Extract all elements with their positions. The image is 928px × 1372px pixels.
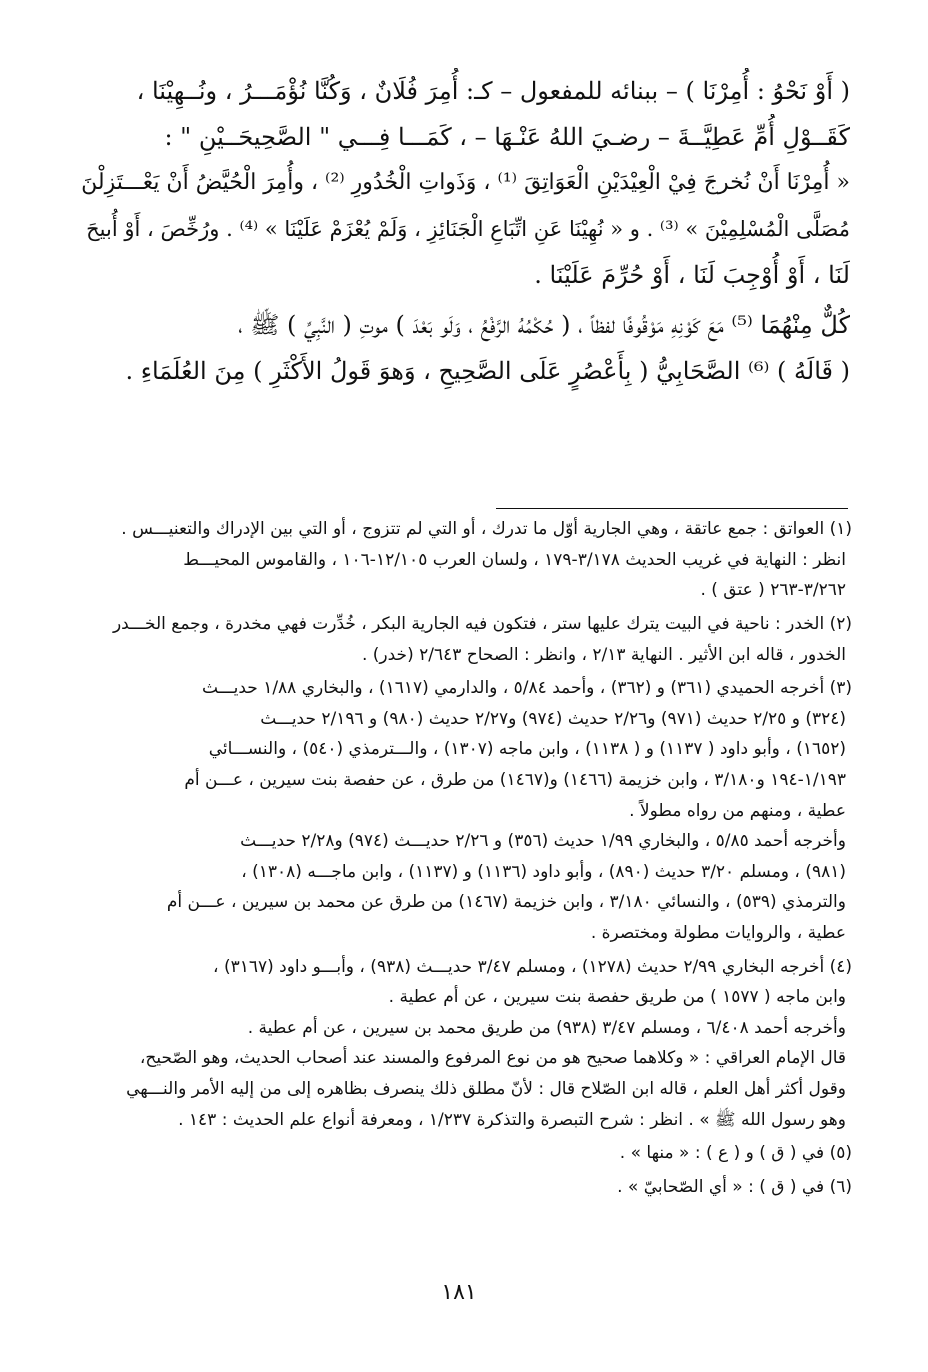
main-text-line: ( أَوْ نَحْوُ : أُمِرْنَا ) – ببنائه للمفعول – كـ: أُمِرَ فُلَانٌ ، وَكُنَّا نُؤْمَـــرُ ، ونُــهِيْنَا ، <box>136 77 850 105</box>
footnotes-block <box>76 514 852 1202</box>
footnote-line: قال الإمام العراقي : « وكلاهما صحيح هو من نوع المرفوع والمسند عند أصحاب الحديث، وهو الصّحيح، <box>139 1048 846 1069</box>
main-text-line: مُصَلَّى الْمُسْلِمِيْنَ » ⁽³⁾ . و « نُهِيْنَا عَنِ اتِّبَاعِ الْجَنَائِزِ ، وَلَمْ يُعْزَمْ عَلَيْنَا » ⁽⁴⁾ . ورُخِّصَ ، أَوْ أُبيحَ <box>86 216 850 241</box>
main-text-line: كَقَــوْلِ أُمِّ عَطِيَّــةَ – رضـيَ اللهُ عَنْـهَا – ، كَمَـــا فِـــي " الصَّحِيحَــيْنِ " : <box>164 123 850 151</box>
footnote-line: وقول أكثر أهل العلم ، قاله ابن الصّلاح قال : لأنّ مطلق ذلك ينصرف بظاهره إلى من إليه الأمر والنـــهي <box>126 1078 846 1099</box>
footnote-line: (٩٨١) ، ومسلم ٣/٢٠ حديث (٨٩٠) ، وأبو داود (١١٣٦) و (١١٣٧) ، وابن ماجـــه (١٣٠٨) ، <box>241 861 846 882</box>
footnote-line: (٤) أخرجه البخاري ٢/٩٩ حديث (١٢٧٨) ، ومسلم ٣/٤٧ حديـــث (٩٣٨) ، وأبـــو داود (٣١٦٧) ، <box>213 956 852 977</box>
footnote-line: (١) العواتق : جمع عاتقة ، وهي الجارية أوّل ما تدرك ، أو التي لم تتزوج ، أو التي بين الإدراك والتعنيـــس . <box>121 519 852 540</box>
footnote-line: ٣/٢٦٢-٢٦٣ ( عتق ) . <box>700 580 846 601</box>
main-text-line: ( قَالَهُ ) ⁽⁶⁾ الصَّحَابِيُّ ( بِأَعْصُرٍ عَلَى الصَّحِيحِ ، وَهوَ قَولُ الأَكْثَرِ ) مِنَ العُلَمَاءِ . <box>125 357 850 385</box>
footnote-line: ١/١٩٣-١٩٤ و٣/١٨٠ ، وابن خزيمة (١٤٦٦) و(١٤٦٧) من طرق ، عن حفصة بنت سيرين ، عـــن أم <box>184 770 846 790</box>
footnote-line: والترمذي (٥٣٩) ، والنسائي ٣/١٨٠ ، وابن خزيمة (١٤٦٧) من طرق عن محمد بن سيرين ، عـــن أم <box>166 892 846 913</box>
footnote-line: الخدور ، قاله ابن الأثير . النهاية ٢/١٣ ، وانظر : الصحاح ٢/٦٤٣ (خدر) . <box>361 644 846 665</box>
main-text-line: « أُمِرْنَا أَنْ نُخرجَ فِيْ الْعِيْدَيْنِ الْعَوَاتِقَ ⁽¹⁾ ، وَذَواتِ الْخُدُورِ ⁽²⁾ ، وأُمِرَ الْحُيَّضُ أَنْ يَعْـــتَزِلْنَ <box>81 170 850 196</box>
main-text-block <box>80 68 850 394</box>
footnote-divider <box>496 508 848 509</box>
footnote-line: انظر : النهاية في غريب الحديث ٣/١٧٨-١٧٩ ، ولسان العرب ١٢/١٠٥-١٠٦ ، والقاموس المحيـــط <box>183 549 846 570</box>
footnote-line: وأخرجه أحمد ٥/٨٥ ، والبخاري ١/٩٩ حديث (٣٥٦) و ٢/٢٦ حديـــث (٩٧٤) و٢/٢٨ حديـــث <box>240 831 846 852</box>
footnote-line: وابن ماجه ( ١٥٧٧ ) من طريق حفصة بنت سيرين ، عن أم عطية . <box>388 987 846 1008</box>
footnote-line: (٣) أخرجه الحميدي (٣٦١) و (٣٦٢) ، وأحمد ٥/٨٤ ، والدارمي (١٦١٧) ، والبخاري ١/٨٨ حديـــث <box>201 678 852 699</box>
footnote-line: (٢) الخدر : ناحية في البيت يترك عليها ستر ، فتكون فيه الجارية البكر ، خُدِّرت فهي مخدرة ، وجمع الخـــدر <box>112 614 852 635</box>
main-text-line: لَنَا ، أَوْ أُوْجِبَ لَنَا ، أَوْ حُرِّمَ عَلَيْنَا . <box>534 261 850 289</box>
footnote-line: عطية ، والروايات مطولة ومختصرة . <box>590 922 846 943</box>
footnote-line: عطية ، ومنهم من رواه مطولاً . <box>629 800 846 821</box>
footnote-line: (٦) في ( ق ) : « أي الصّحابيّ » . <box>617 1176 852 1197</box>
footnote-line: وهو رسول الله ﷺ » . انظر : شرح التبصرة والتذكرة ١/٢٣٧ ، ومعرفة أنواع علم الحديث : ١٤٣ . <box>178 1109 846 1130</box>
footnote-line: وأخرجه أحمد ٦/٤٠٨ ، ومسلم ٣/٤٧ (٩٣٨) من طريق محمد بن سيرين ، عن أم عطية . <box>247 1017 846 1038</box>
footnote-line: (٣٢٤) و ٢/٢٥ حديث (٩٧١) و٢/٢٦ حديث (٩٧٤) و٢/٢٧ حديث (٩٨٠) و ٢/١٩٦ حديـــث <box>260 708 846 729</box>
page-number: ١٨١ <box>441 1280 477 1305</box>
footnote-line: (١٦٥٢) ، وأبو داود ( ١١٣٧) و ( ١١٣٨) ، وابن ماجه (١٣٠٧) ، والـــترمذي (٥٤٠) ، والنســـائي <box>208 739 846 760</box>
footnote-line: (٥) في ( ق ) و ( ع ) : « منها » . <box>619 1143 852 1164</box>
main-text-line: كُلٌّ مِنْهُمَا ⁽⁵⁾ مَعَ كَوْنِهِ مَوْقُوفًا لفظاً ، ( حُكْمُهُ الرَّفْعُ ، وَلَو بَعْدَ ) موتِ ( النَّبِيِّ ) ﷺ ، <box>238 311 850 339</box>
